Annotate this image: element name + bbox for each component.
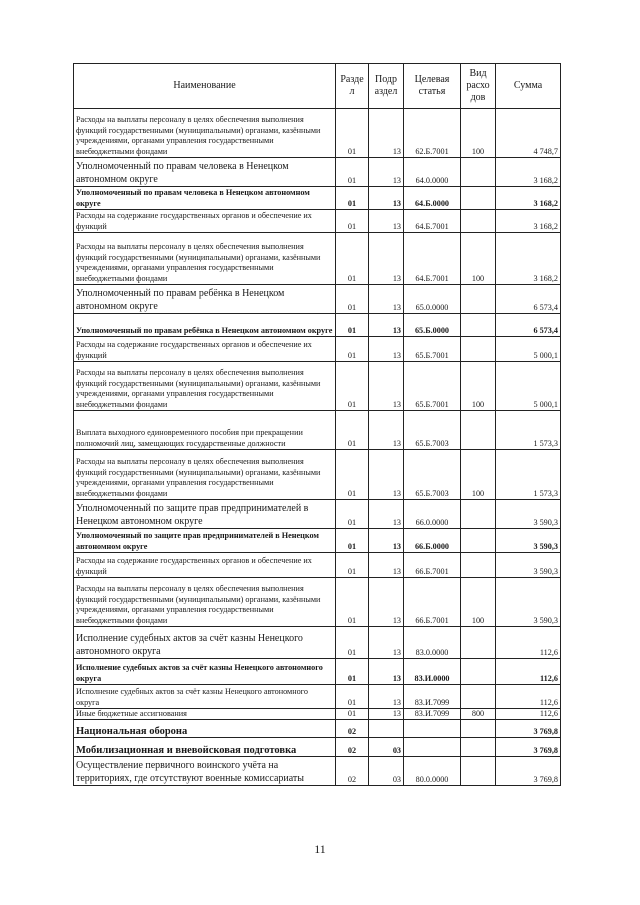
row-expense-type [461,187,496,210]
row-target-article: 83.И.7099 [404,685,461,709]
row-target-article: 83.И.7099 [404,709,461,720]
table-row [74,158,561,187]
row-sum: 3 769,8 [496,757,561,786]
row-expense-type [461,720,496,738]
table-row [74,720,561,738]
row-target-article: 66.Б.7001 [404,553,461,578]
row-name: Национальная оборона [74,720,336,738]
row-sum: 5 000,1 [496,362,561,411]
row-expense-type [461,659,496,685]
header-name: Наименование [74,64,336,109]
row-target-article: 64.Б.7001 [404,210,461,233]
row-podrazdel: 13 [369,362,404,411]
row-podrazdel: 13 [369,187,404,210]
row-sum: 1 573,3 [496,450,561,500]
row-podrazdel [369,720,404,738]
row-podrazdel: 13 [369,578,404,627]
row-razdel: 01 [336,500,369,529]
row-target-article: 66.0.0000 [404,500,461,529]
row-razdel: 01 [336,187,369,210]
row-sum: 3 168,2 [496,158,561,187]
row-sum: 3 590,3 [496,500,561,529]
row-sum: 112,6 [496,685,561,709]
row-name: Исполнение судебных актов за счёт казны Ненецкого автономного округа [74,685,336,709]
row-razdel: 01 [336,411,369,450]
row-sum: 5 000,1 [496,337,561,362]
table-row [74,233,561,285]
table-row [74,411,561,450]
row-expense-type: 100 [461,450,496,500]
row-razdel: 01 [336,362,369,411]
row-podrazdel: 13 [369,337,404,362]
row-name: Мобилизационная и вневойсковая подготовка [74,738,336,757]
row-target-article: 65.Б.7003 [404,450,461,500]
row-sum: 3 168,2 [496,233,561,285]
row-name: Уполномоченный по защите прав предпринимателей в Ненецком автономном округе [74,529,336,553]
row-podrazdel: 13 [369,627,404,659]
row-sum: 3 590,3 [496,529,561,553]
row-expense-type [461,627,496,659]
row-name: Расходы на выплаты персоналу в целях обеспечения выполнения функций государственными (муниципальными) органами, казёнными учреждениями, органами управления государственными внебюджетными фондами [74,109,336,158]
row-podrazdel: 13 [369,685,404,709]
row-razdel: 01 [336,450,369,500]
table-row [74,757,561,786]
header-expense-type: Вид расхо дов [461,64,496,109]
row-target-article: 65.Б.7001 [404,337,461,362]
row-razdel: 01 [336,685,369,709]
row-target-article: 64.Б.0000 [404,187,461,210]
row-name: Расходы на выплаты персоналу в целях обеспечения выполнения функций государственными (муниципальными) органами, казёнными учреждениями, органами управления государственными внебюджетными фондами [74,578,336,627]
row-target-article: 65.Б.7001 [404,362,461,411]
row-sum: 112,6 [496,659,561,685]
row-name: Исполнение судебных актов за счёт казны Ненецкого автономного округа [74,659,336,685]
row-podrazdel: 13 [369,233,404,285]
row-expense-type [461,685,496,709]
row-razdel: 01 [336,553,369,578]
table-header-row [74,64,561,109]
table-body [74,109,561,786]
row-target-article: 80.0.0000 [404,757,461,786]
header-target-article: Целевая статья [404,64,461,109]
row-expense-type [461,500,496,529]
table-row [74,500,561,529]
table-row [74,285,561,314]
page-number: 11 [314,842,326,856]
budget-table [73,63,561,786]
row-name: Расходы на выплаты персоналу в целях обеспечения выполнения функций государственными (муниципальными) органами, казёнными учреждениями, органами управления государственными внебюджетными фондами [74,233,336,285]
table-row [74,337,561,362]
table-row [74,210,561,233]
table-row [74,314,561,337]
row-name: Расходы на содержание государственных органов и обеспечение их функций [74,337,336,362]
row-expense-type: 100 [461,578,496,627]
row-sum: 112,6 [496,709,561,720]
row-podrazdel: 13 [369,285,404,314]
row-sum: 4 748,7 [496,109,561,158]
row-razdel: 01 [336,314,369,337]
row-expense-type [461,337,496,362]
table-row [74,627,561,659]
row-razdel: 02 [336,757,369,786]
row-expense-type: 100 [461,233,496,285]
row-podrazdel: 13 [369,529,404,553]
table-row [74,187,561,210]
table-row [74,738,561,757]
row-sum: 3 168,2 [496,210,561,233]
row-target-article: 66.Б.0000 [404,529,461,553]
row-name: Уполномоченный по защите прав предпринимателей в Ненецком автономном округе [74,500,336,529]
row-podrazdel: 13 [369,709,404,720]
row-target-article: 65.Б.0000 [404,314,461,337]
table-row [74,685,561,709]
row-podrazdel: 13 [369,314,404,337]
row-target-article: 83.И.0000 [404,659,461,685]
row-expense-type [461,529,496,553]
table-row [74,450,561,500]
row-razdel: 01 [336,529,369,553]
row-razdel: 01 [336,233,369,285]
row-razdel: 01 [336,578,369,627]
row-target-article: 62.Б.7001 [404,109,461,158]
row-name: Исполнение судебных актов за счёт казны Ненецкого автономного округа [74,627,336,659]
row-target-article: 83.0.0000 [404,627,461,659]
row-expense-type [461,285,496,314]
row-razdel: 01 [336,709,369,720]
row-name: Уполномоченный по правам человека в Ненецком автономном округе [74,158,336,187]
row-expense-type [461,738,496,757]
row-name: Иные бюджетные ассигнования [74,709,336,720]
row-podrazdel: 13 [369,553,404,578]
row-target-article: 64.0.0000 [404,158,461,187]
row-razdel: 01 [336,109,369,158]
row-sum: 6 573,4 [496,285,561,314]
row-name: Осуществление первичного воинского учёта на территориях, где отсутствуют военные комиссариаты [74,757,336,786]
row-target-article: 64.Б.7001 [404,233,461,285]
row-target-article: 65.Б.7003 [404,411,461,450]
row-expense-type [461,553,496,578]
table-row [74,362,561,411]
row-sum: 3 590,3 [496,578,561,627]
row-expense-type [461,210,496,233]
row-name: Расходы на содержание государственных органов и обеспечение их функций [74,210,336,233]
header-sum: Сумма [496,64,561,109]
row-expense-type [461,314,496,337]
row-razdel: 01 [336,659,369,685]
row-podrazdel: 13 [369,158,404,187]
row-sum: 3 769,8 [496,738,561,757]
row-name: Выплата выходного единовременного пособия при прекращении полномочий лиц, замещающих государственные должности [74,411,336,450]
row-target-article: 65.0.0000 [404,285,461,314]
row-razdel: 01 [336,285,369,314]
table-row [74,553,561,578]
row-sum: 3 769,8 [496,720,561,738]
row-name: Уполномоченный по правам человека в Ненецком автономном округе [74,187,336,210]
row-target-article [404,738,461,757]
row-sum: 6 573,4 [496,314,561,337]
row-name: Уполномоченный по правам ребёнка в Ненецком автономном округе [74,285,336,314]
row-sum: 3 168,2 [496,187,561,210]
row-sum: 3 590,3 [496,553,561,578]
row-podrazdel: 13 [369,659,404,685]
row-razdel: 01 [336,158,369,187]
table-row [74,529,561,553]
row-razdel: 01 [336,627,369,659]
row-podrazdel: 03 [369,757,404,786]
table-row [74,659,561,685]
row-expense-type [461,411,496,450]
row-razdel: 02 [336,720,369,738]
row-target-article [404,720,461,738]
row-razdel: 02 [336,738,369,757]
row-podrazdel: 13 [369,411,404,450]
row-podrazdel: 13 [369,210,404,233]
row-sum: 1 573,3 [496,411,561,450]
table-row [74,109,561,158]
row-expense-type: 100 [461,362,496,411]
header-razdel: Разде л [336,64,369,109]
row-podrazdel: 13 [369,500,404,529]
row-name: Уполномоченный по правам ребёнка в Ненецком автономном округе [74,314,336,337]
row-name: Расходы на выплаты персоналу в целях обеспечения выполнения функций государственными (муниципальными) органами, казёнными учреждениями, органами управления государственными внебюджетными фондами [74,362,336,411]
row-razdel: 01 [336,337,369,362]
header-podrazdel: Подр аздел [369,64,404,109]
row-podrazdel: 13 [369,109,404,158]
row-podrazdel: 03 [369,738,404,757]
row-expense-type: 800 [461,709,496,720]
row-razdel: 01 [336,210,369,233]
row-expense-type [461,757,496,786]
row-name: Расходы на выплаты персоналу в целях обеспечения выполнения функций государственными (муниципальными) органами, казёнными учреждениями, органами управления государственными внебюджетными фондами [74,450,336,500]
row-target-article: 66.Б.7001 [404,578,461,627]
row-name: Расходы на содержание государственных органов и обеспечение их функций [74,553,336,578]
table-row [74,578,561,627]
row-expense-type: 100 [461,109,496,158]
row-expense-type [461,158,496,187]
row-sum: 112,6 [496,627,561,659]
row-podrazdel: 13 [369,450,404,500]
table-row [74,709,561,720]
